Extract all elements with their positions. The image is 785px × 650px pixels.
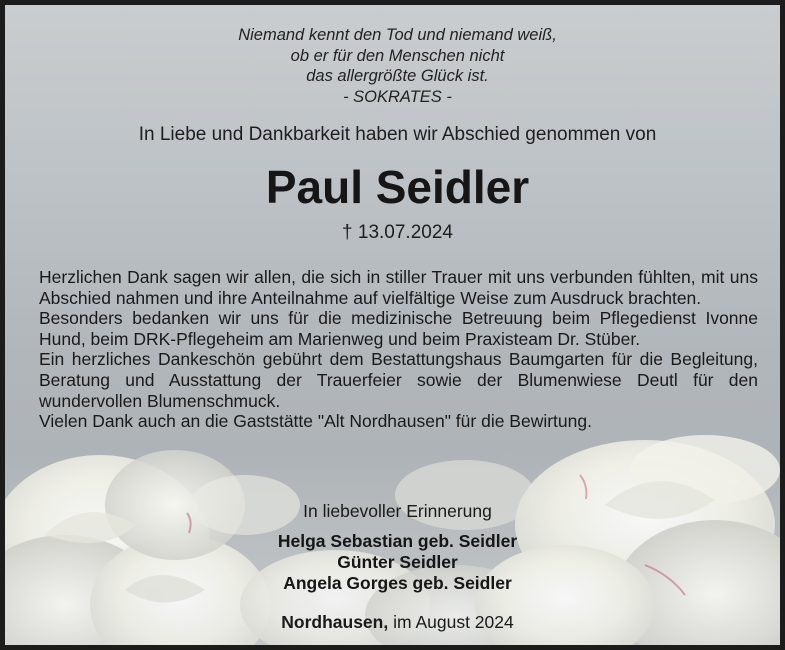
quote-line: Niemand kennt den Tod und niemand weiß, xyxy=(238,26,557,44)
quote-attribution: - SOKRATES - xyxy=(343,87,452,106)
quote-line: ob er für den Menschen nicht xyxy=(290,46,505,65)
closing-phrase: In liebevoller Erinnerung xyxy=(303,501,492,521)
family-member: Helga Sebastian geb. Seidler xyxy=(277,531,518,551)
thanks-text xyxy=(39,267,758,432)
death-date: 13.07.2024 xyxy=(357,222,453,243)
death-date-line xyxy=(5,222,785,244)
place-date: im August 2024 xyxy=(393,612,514,632)
family-member: Günter Seidler xyxy=(337,552,458,572)
place-city: Nordhausen, xyxy=(281,612,389,632)
intro-line: In Liebe und Dankbarkeit haben wir Abschied genommen von xyxy=(138,124,657,145)
obituary-content xyxy=(5,5,785,650)
thanks-paragraph: Ein herzliches Dankeschön gebührt dem Bestattungshaus Baumgarten für die Begleitung, Beratung und Ausstattung der Trauerfeier sowie der Blumenwiese Deutl für den wundervollen Blumenschmuck. xyxy=(39,349,758,411)
cross-symbol: † xyxy=(342,222,353,243)
deceased-name: Paul Seidler xyxy=(265,161,530,213)
sokrates-quote xyxy=(5,25,785,107)
place-and-date xyxy=(5,612,785,633)
thanks-paragraph: Vielen Dank auch an die Gaststätte "Alt Nordhausen" für die Bewirtung. xyxy=(39,411,592,432)
thanks-paragraph: Besonders bedanken wir uns für die medizinische Betreuung beim Pflegedienst Ivonne Hund, beim DRK-Pflegeheim am Marienweg und beim Praxisteam Dr. Stüber. xyxy=(39,308,758,349)
quote-line: das allergrößte Glück ist. xyxy=(306,67,489,85)
family-member: Angela Gorges geb. Seidler xyxy=(283,573,512,593)
thanks-paragraph: Herzlichen Dank sagen wir allen, die sich in stiller Trauer mit uns verbunden fühlten, mit uns Abschied nahmen und ihre Anteilnahme auf vielfältige Weise zum Ausdruck brachten. xyxy=(39,267,758,308)
family-names xyxy=(5,531,785,594)
